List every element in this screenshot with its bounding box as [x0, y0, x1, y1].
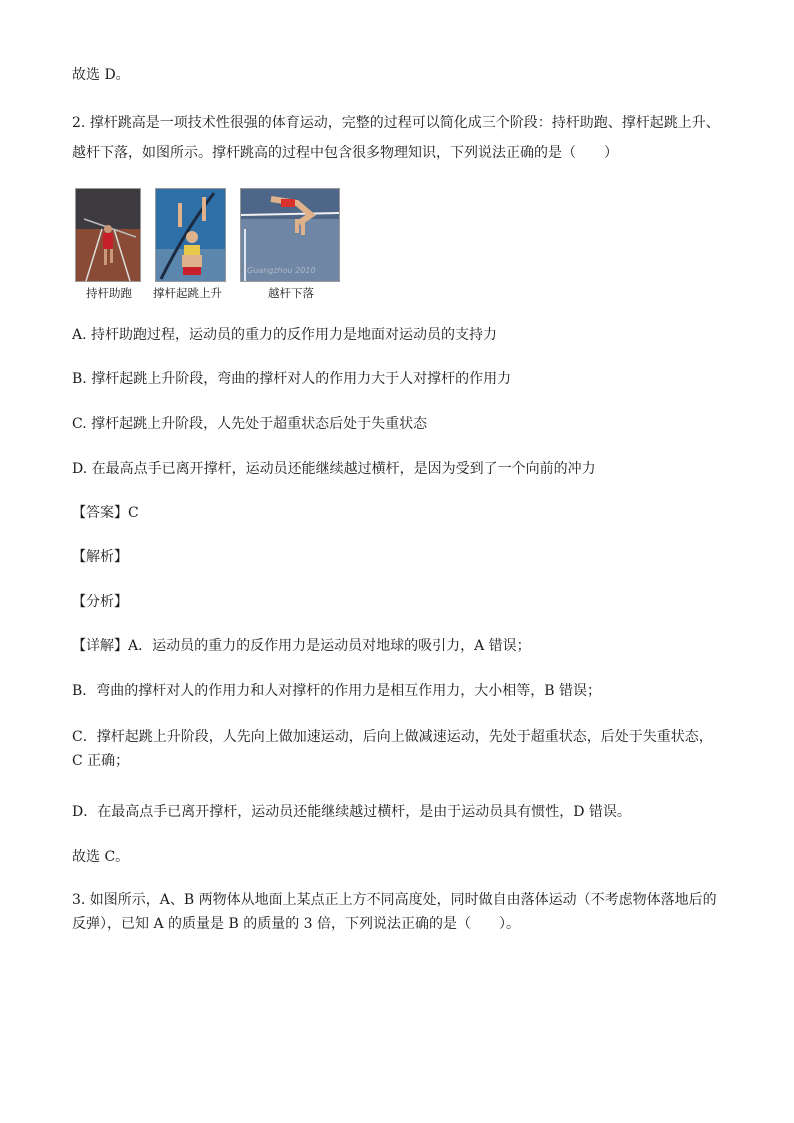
watermark-text: Guangzhou 2010 [247, 266, 316, 275]
figure-vaulting-photo [155, 188, 226, 282]
figure-caption-2: 撑杆起跳上升 [153, 286, 222, 300]
figure-caption-3: 越杆下落 [268, 286, 314, 300]
fenxi-header: 【分析】 [72, 594, 128, 610]
analysis-header: 【解析】 [72, 549, 128, 565]
detail-b: B．弯曲的撑杆对人的作用力和人对撑杆的作用力是相互作用力，大小相等，B 错误； [72, 683, 602, 699]
figure-caption-1: 持杆助跑 [86, 286, 132, 300]
question-3-stem: 3. 如图所示，A、B 两物体从地面上某点正上方不同高度处，同时做自由落体运动（不考虑物体落地后的反弹），已知 A 的质量是 B 的质量的 3 倍，下列说法正确的是（ ）。 [72, 892, 717, 932]
previous-conclusion: 故选 D。 [72, 67, 130, 83]
question-2-stem-line1: 2. 撑杆跳高是一项技术性很强的体育运动，完整的过程可以简化成三个阶段：持杆助跑、撑杆起跳上升、 [72, 115, 720, 131]
figure-running-photo [75, 188, 141, 282]
figure-clearing-bar-photo [240, 188, 340, 282]
question-2-stem-line2: 越杆下落，如图所示。撑杆跳高的过程中包含很多物理知识，下列说法正确的是（ ） [72, 145, 618, 161]
conclusion-line: 故选 C。 [72, 849, 130, 865]
option-c: C. 撑杆起跳上升阶段，人先处于超重状态后处于失重状态 [72, 416, 428, 432]
detail-a: 【详解】A．运动员的重力的反作用力是运动员对地球的吸引力，A 错误； [72, 638, 531, 654]
option-a: A. 持杆助跑过程，运动员的重力的反作用力是地面对运动员的支持力 [72, 327, 498, 343]
detail-d: D．在最高点手已离开撑杆，运动员还能继续越过横杆，是由于运动员具有惯性，D 错误。 [72, 804, 631, 820]
option-b: B. 撑杆起跳上升阶段，弯曲的撑杆对人的作用力大于人对撑杆的作用力 [72, 371, 512, 387]
option-d: D. 在最高点手已离开撑杆，运动员还能继续越过横杆，是因为受到了一个向前的冲力 [72, 461, 596, 477]
answer-line: 【答案】C [72, 505, 139, 521]
detail-c: C．撑杆起跳上升阶段，人先向上做加速运动，后向上做减速运动，先处于超重状态，后处于失重状态，C 正确； [72, 729, 713, 769]
